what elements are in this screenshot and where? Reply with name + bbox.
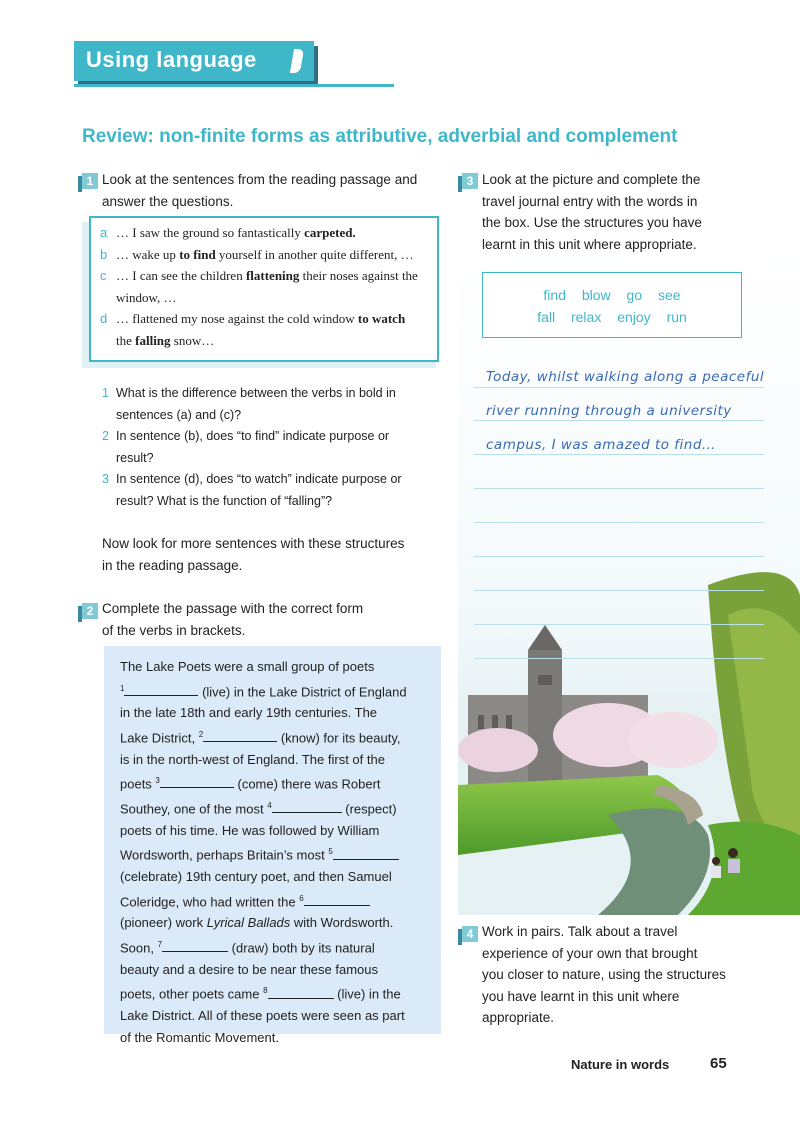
exercise-4-badge: 4 <box>462 926 478 942</box>
blank-8[interactable] <box>268 985 334 999</box>
exercise-1-badge: 1 <box>82 173 98 189</box>
exercise-1-instructions <box>102 169 442 212</box>
banner-underline <box>74 84 394 87</box>
journal-line <box>474 454 764 455</box>
blank-1[interactable] <box>124 682 198 696</box>
banner-box <box>74 41 314 81</box>
journal-entry-line-2: river running through a university <box>486 403 732 419</box>
banner-mark <box>290 49 304 73</box>
review-heading: Review: non-finite forms as attributive, adverbial and complement <box>82 126 678 147</box>
question-list <box>102 383 442 512</box>
sentence-c: c … I can see the children flattening their noses against the <box>100 268 418 283</box>
journal-line[interactable] <box>474 590 764 591</box>
blank-5[interactable] <box>333 846 399 860</box>
campus-river-picture <box>458 255 800 915</box>
section-banner <box>74 41 320 86</box>
blank-4[interactable] <box>272 799 342 813</box>
journal-line <box>474 387 764 388</box>
more-sentences-note <box>102 533 442 576</box>
question-1: 1 What is the difference between the verbs in bold in <box>102 386 396 400</box>
word-row-2: fall relax enjoy run <box>537 309 687 325</box>
note-line: in the reading passage. <box>102 557 243 573</box>
journal-line <box>474 420 764 421</box>
sentence-b: b … wake up to find yourself in another quite different, … <box>100 246 414 262</box>
question-1-cont: sentences (a) and (c)? <box>116 407 242 422</box>
exercise-3-instructions: Look at the picture and complete the travel journal entry with the words in the box. Use the structures you have learnt in this unit where appropriate. <box>482 172 702 252</box>
question-2-cont: result? <box>116 450 154 465</box>
passage-text: The Lake Poets were a small group of poets $^1$ (live) in the Lake District of England in the late 18th and early 19th centuries. The Lake District, $^2$ (know) for its beauty, is in the north-west of England. The first of the poets $^3$ (come) there was Robert Southey, one of the most $^4$ (respect) poets of his time. He was followed by William Wordsworth, perhaps Britain’s most $^5$ (celebrate) 19th century poet, and then Samuel Coleridge, who had written the $^6$ (pioneer) work Lyrical Ballads with Wordsworth. Soon, $^7$ (draw) both by its natural beauty and a desire to be near these famous poets, other poets came $^8$ (live) in the Lake District. All of these poets were seen as part of the Romantic Movement. <box>120 659 407 1045</box>
blank-3[interactable] <box>160 774 234 788</box>
exercise-4-instructions: Work in pairs. Talk about a travel experience of your own that brought you closer to nature, using the structures you have learnt in this unit where appropriate. <box>482 924 726 1025</box>
exercise-2-instructions <box>102 598 442 641</box>
journal-entry-line-1: Today, whilst walking along a peaceful <box>486 369 765 385</box>
sentence-d-cont: the falling snow… <box>116 332 215 348</box>
blank-6[interactable] <box>304 892 370 906</box>
word-row-1: find blow go see <box>543 287 681 303</box>
section-title: Using language <box>86 47 257 72</box>
journal-line[interactable] <box>474 488 764 489</box>
footer-unit-label: Nature in words <box>571 1057 670 1072</box>
question-2: 2 In sentence (b), does “to find” indicate purpose or <box>102 429 390 443</box>
blank-2[interactable] <box>203 728 277 742</box>
page-number: 65 <box>710 1055 727 1072</box>
question-3-cont: result? What is the function of “falling”? <box>116 493 333 508</box>
word-box <box>482 272 742 338</box>
journal-line[interactable] <box>474 624 764 625</box>
sentence-a: a … I saw the ground so fantastically carpeted. <box>100 225 356 240</box>
ex2-instr-line: Complete the passage with the correct form <box>102 601 364 616</box>
journal-line[interactable] <box>474 658 764 659</box>
journal-entry-line-3: campus, I was amazed to find… <box>486 437 716 453</box>
exercise-2-badge: 2 <box>82 603 98 619</box>
sentence-c-cont: window, … <box>116 289 177 305</box>
sentence-d: d … flattened my nose against the cold window to watch <box>100 311 406 326</box>
journal-line[interactable] <box>474 522 764 523</box>
ex2-instr-line: of the verbs in brackets. <box>102 622 246 638</box>
question-3: 3 In sentence (d), does “to watch” indicate purpose or <box>102 472 402 486</box>
exercise-3-badge: 3 <box>462 173 478 189</box>
ex1-instr-line: answer the questions. <box>102 193 234 209</box>
ex1-instr-line: Look at the sentences from the reading passage and <box>102 172 418 187</box>
sentence-list <box>100 222 435 351</box>
note-line: Now look for more sentences with these structures <box>102 536 405 551</box>
blank-7[interactable] <box>162 938 228 952</box>
journal-line[interactable] <box>474 556 764 557</box>
